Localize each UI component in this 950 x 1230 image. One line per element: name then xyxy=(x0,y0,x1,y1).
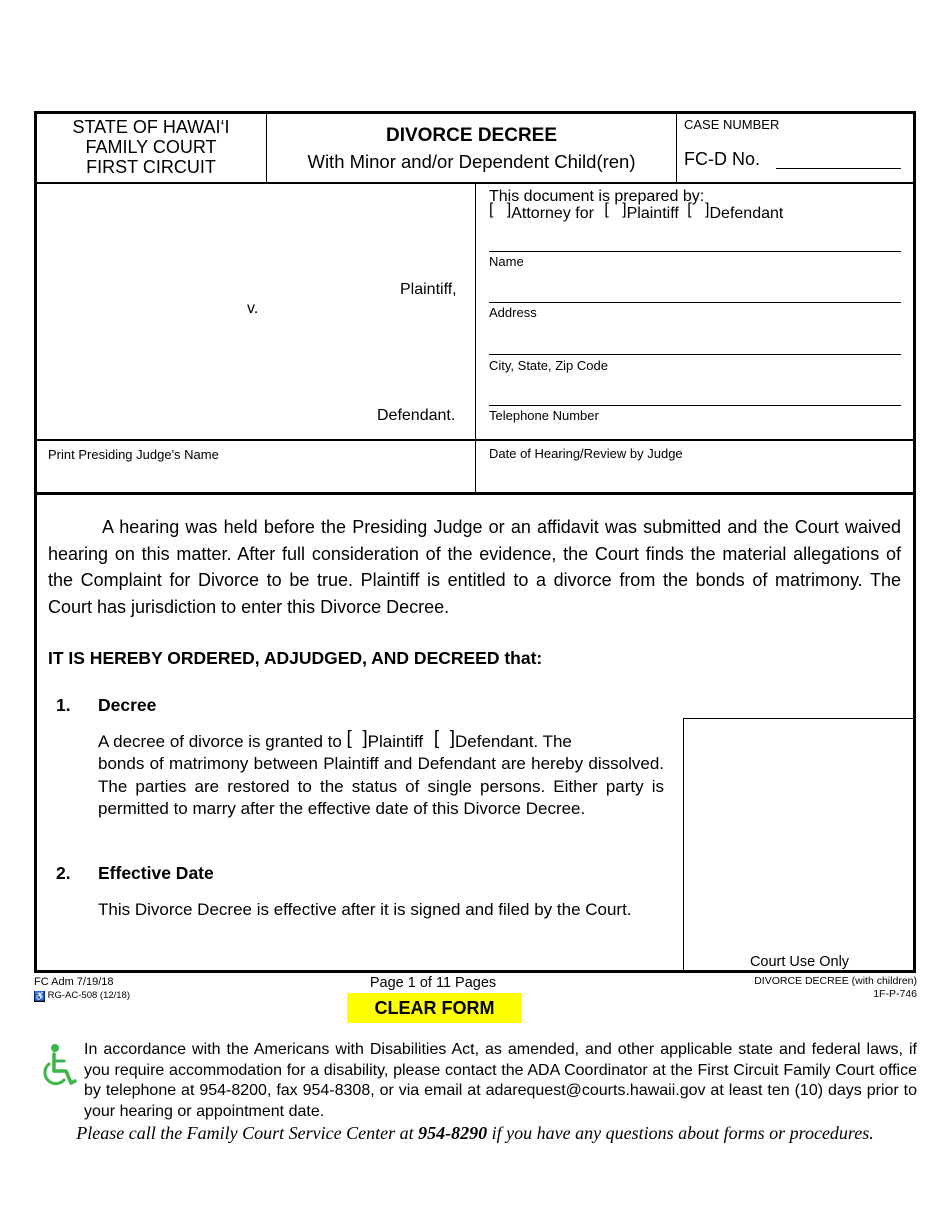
versus-label: v. xyxy=(247,300,259,317)
city-label: City, State, Zip Code xyxy=(489,358,608,373)
accessibility-small-icon: ♿ xyxy=(34,991,46,1001)
hearing-date-label: Date of Hearing/Review by Judge xyxy=(489,446,683,461)
form-number: 1F-P-746 xyxy=(873,988,917,1000)
rg-code: RG-AC-508 (12/18) xyxy=(47,990,131,1001)
defendant-name-field[interactable] xyxy=(48,320,460,400)
attorney-checkbox[interactable]: [ ] xyxy=(489,201,512,218)
s1-plaintiff-label: Plaintiff xyxy=(367,732,424,751)
address-label: Address xyxy=(489,305,537,320)
ada-notice: In accordance with the Americans with Disabilities Act, as amended, and other applicable state and federal laws, if you require accommodation for a disability, please contact the ADA Coordinator at the First Circuit Family Court office by telephone at 954-8200, fax 954-8308, or via email at adarequest@courts.hawaii.gov at least ten (10) days prior to your hearing or appointment date. xyxy=(84,1041,917,1120)
judge-name-field[interactable] xyxy=(48,463,468,489)
s1-defendant-label: Defendant. The xyxy=(454,732,572,751)
judge-name-label: Print Presiding Judge's Name xyxy=(48,447,219,462)
prepared-by-options xyxy=(489,201,784,223)
name-field[interactable] xyxy=(489,251,901,252)
document-subtitle: With Minor and/or Dependent Child(ren) xyxy=(307,151,636,172)
form-code: FC Adm 7/19/18 xyxy=(34,976,114,988)
attorney-for-label: Attorney for xyxy=(511,205,594,222)
prep-plaintiff-checkbox[interactable]: [ ] xyxy=(604,201,627,218)
address-field[interactable] xyxy=(489,302,901,303)
court-use-label: Court Use Only xyxy=(749,954,850,970)
service-center-notice xyxy=(0,1123,950,1144)
court-family: FAMILY COURT xyxy=(85,137,217,157)
prep-defendant-checkbox[interactable]: [ ] xyxy=(687,201,710,218)
plaintiff-label: Plaintiff, xyxy=(400,281,457,298)
court-use-box xyxy=(683,718,916,972)
section-2-text: This Divorce Decree is effective after it is signed and filed by the Court. xyxy=(98,900,632,919)
order-heading: IT IS HEREBY ORDERED, ADJUDGED, AND DECREED that: xyxy=(48,648,543,668)
court-state: STATE OF HAWAI‘I xyxy=(72,117,230,137)
header-divider-2 xyxy=(676,113,677,183)
court-name xyxy=(36,117,266,177)
prep-defendant-label: Defendant xyxy=(709,205,784,222)
prep-plaintiff-label: Plaintiff xyxy=(626,205,679,222)
accessibility-icon xyxy=(38,1043,80,1089)
name-label: Name xyxy=(489,254,524,269)
judge-row-top-rule xyxy=(34,439,916,441)
prepared-by-heading: This document is prepared by: xyxy=(489,188,705,205)
fcd-label: FC-D No. xyxy=(684,149,760,169)
judge-row-bottom-rule xyxy=(34,492,916,495)
form-title-footer: DIVORCE DECREE (with children) xyxy=(754,975,917,987)
call-pre: Please call the Family Court Service Center at xyxy=(76,1123,419,1143)
section-2-number: 2. xyxy=(56,863,71,883)
document-title: DIVORCE DECREE xyxy=(385,125,558,146)
s1-defendant-checkbox[interactable]: [ ] xyxy=(433,728,455,749)
hearing-date-field[interactable] xyxy=(489,463,909,489)
section-1-text: bonds of matrimony between Plaintiff and Defendant are hereby dissolved. The parties are restored to the status of single persons. Either party is permitted to marry after the effective date of this Divorce Decree. xyxy=(98,754,664,818)
section-1-number: 1. xyxy=(56,695,71,715)
intro-paragraph: A hearing was held before the Presiding Judge or an affidavit was submitted and the Court waived hearing on this matter. After full consideration of the evidence, the Court finds the material allegations of the Complaint for Divorce to be true. Plaintiff is entitled to a divorce from the bonds of matrimony. The Court has jurisdiction to enter this Divorce Decree. xyxy=(48,517,901,617)
section-1-title: Decree xyxy=(98,695,157,715)
case-number-label: CASE NUMBER xyxy=(684,117,780,132)
page-indicator: Page 1 of 11 Pages xyxy=(369,975,497,991)
phone-field[interactable] xyxy=(489,405,901,406)
caption-divider xyxy=(475,184,476,494)
defendant-label: Defendant. xyxy=(377,407,456,424)
rg-code-line xyxy=(34,990,130,1002)
clear-form-button[interactable]: CLEAR FORM xyxy=(347,993,522,1023)
call-post: if you have any questions about forms or procedures. xyxy=(487,1123,874,1143)
section-1-first-line xyxy=(98,728,664,753)
s1-text-a: A decree of divorce is granted to xyxy=(98,732,342,751)
court-circuit: FIRST CIRCUIT xyxy=(86,157,216,177)
call-phone: 954-8290 xyxy=(418,1123,488,1143)
fcd-number-field[interactable] xyxy=(776,149,901,169)
plaintiff-name-field[interactable] xyxy=(48,190,460,270)
document-title-block xyxy=(267,125,676,173)
section-2-title: Effective Date xyxy=(98,863,214,883)
s1-plaintiff-checkbox[interactable]: [ ] xyxy=(346,728,368,749)
phone-label: Telephone Number xyxy=(489,408,599,423)
city-field[interactable] xyxy=(489,354,901,355)
